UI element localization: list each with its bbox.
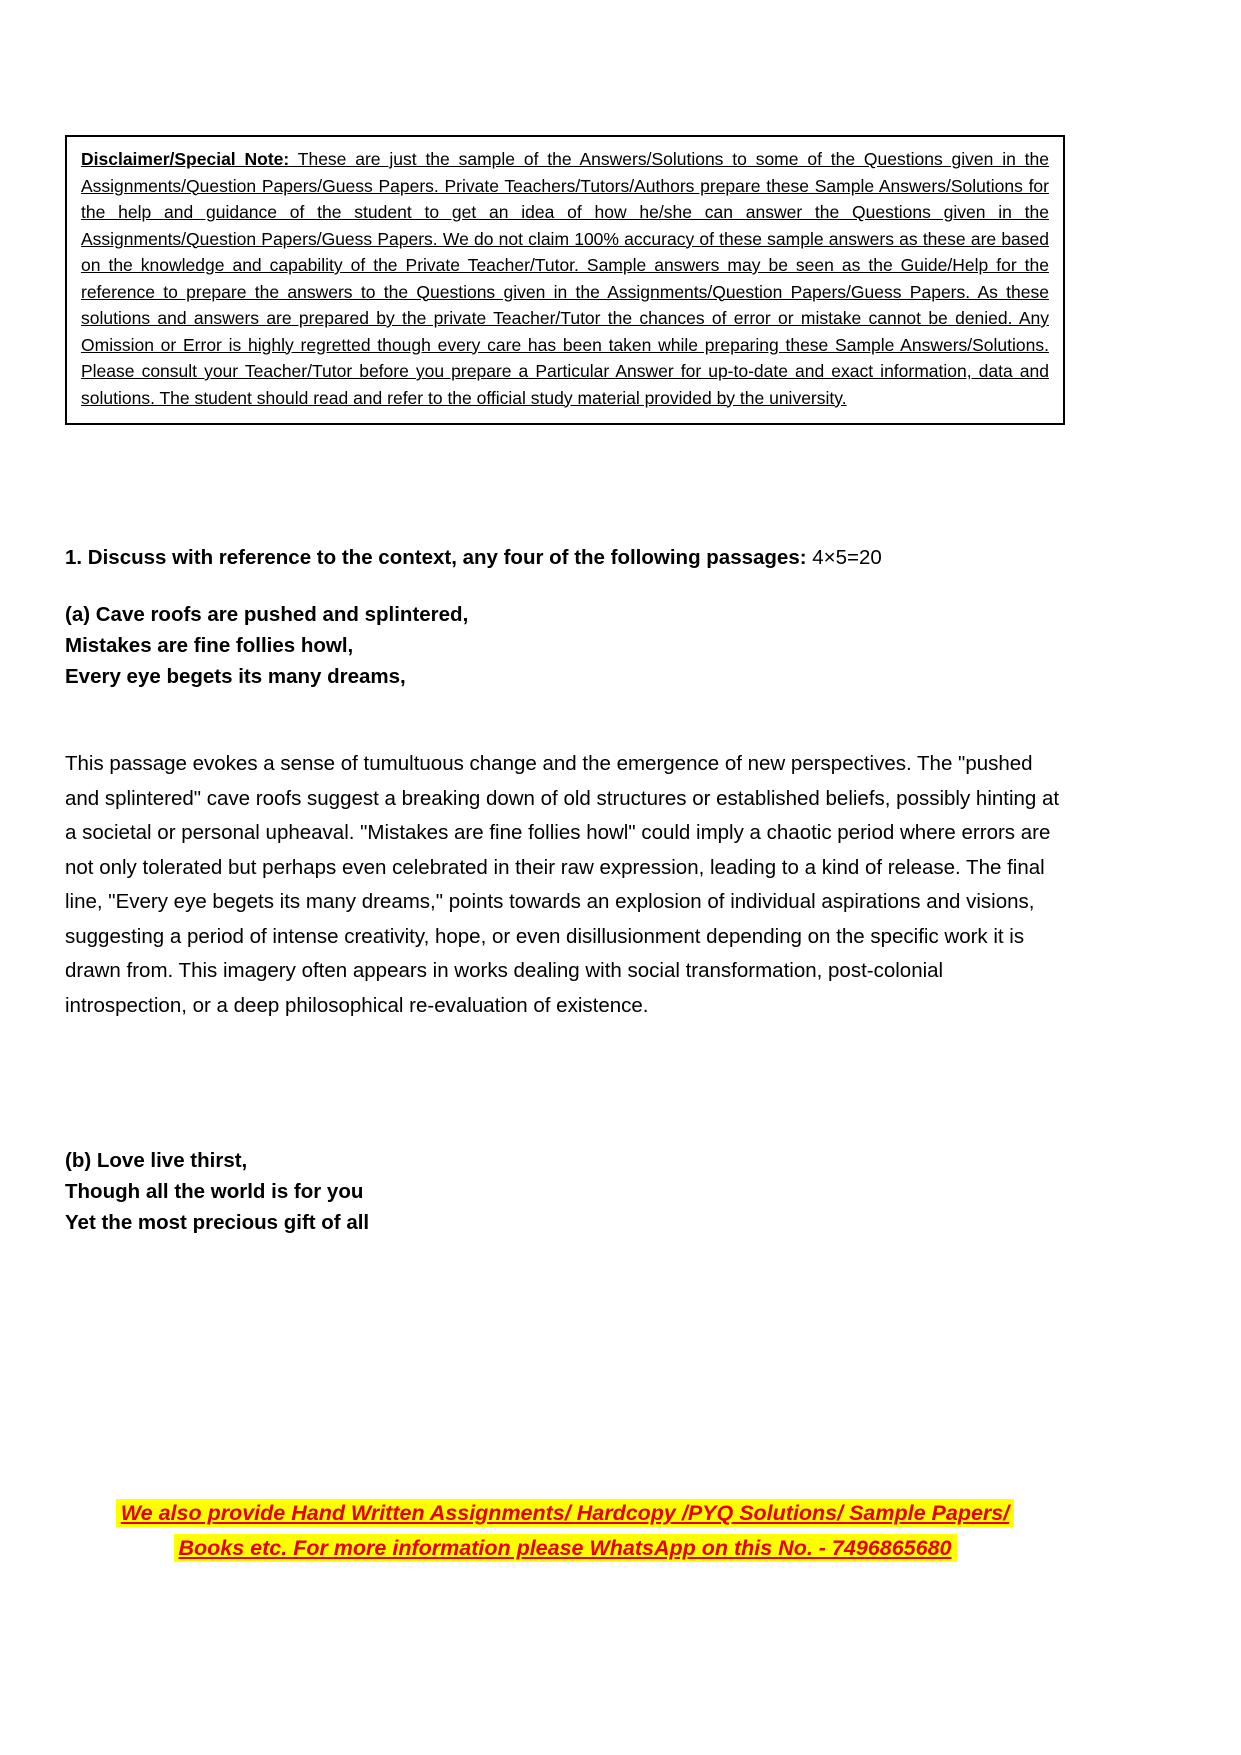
footer-banner	[65, 1497, 1065, 1567]
document-page	[65, 0, 1065, 1755]
disclaimer-body: These are just the sample of the Answers/Solutions to some of the Questions given in the Assignments/Question Papers/Guess Papers. Private Teachers/Tutors/Authors prepare these Sample Answers/Solutions for the help and guidance of the student to get an idea of how he/she can answer the Questions given in the Assignments/Question Papers/Guess Papers. We do not claim 100% accuracy of these sample answers as these are based on the knowledge and capability of the Private Teacher/Tutor. Sample answers may be seen as the Guide/Help for the reference to prepare the answers to the Questions given in the Assignments/Question Papers/Guess Papers. As these solutions and answers are prepared by the private Teacher/Tutor the chances of error or mistake cannot be denied. Any Omission or Error is highly regretted though every care has been taken while preparing these Sample Answers/Solutions. Please consult your Teacher/Tutor before you prepare a Particular Answer for up-to-date and exact information, data and solutions. The student should read and refer to the official study material provided by the university.	[81, 149, 1050, 408]
passage-b-line-3: Yet the most precious gift of all	[65, 1211, 370, 1234]
passage-a-line-2: Mistakes are fine follies howl,	[65, 634, 354, 657]
passage-b-line-2: Though all the world is for you	[65, 1180, 364, 1203]
question-1-marks: 4×5=20	[812, 546, 882, 569]
passage-a	[65, 599, 1065, 692]
answer-a-paragraph: This passage evokes a sense of tumultuous change and the emergence of new perspectives. The "pushed and splintered" cave roofs suggest a breaking down of old structures or established beliefs, possibly hinting at a societal or personal upheaval. "Mistakes are fine follies howl" could imply a chaotic period where errors are not only tolerated but perhaps even celebrated in their raw expression, leading to a kind of release. The final line, "Every eye begets its many dreams," points towards an explosion of individual aspirations and visions, suggesting a period of intense creativity, hope, or even disillusionment depending on the specific work it is drawn from. This imagery often appears in works dealing with social transformation, post-colonial introspection, or a deep philosophical re-evaluation of existence.	[65, 752, 1060, 1017]
footer-line-2: Books etc. For more information please WhatsApp on this No. - 7496865680	[174, 1534, 957, 1562]
footer-row-1	[65, 1497, 1065, 1532]
question-1-prompt: 1. Discuss with reference to the context, any four of the following passages:	[65, 546, 807, 569]
question-1-heading	[65, 543, 1065, 573]
footer-row-2	[65, 1532, 1065, 1567]
passage-b	[65, 1145, 1065, 1238]
passage-a-line-3: Every eye begets its many dreams,	[65, 665, 406, 688]
disclaimer-text	[81, 146, 1049, 411]
disclaimer-label: Disclaimer/Special Note:	[81, 149, 290, 169]
disclaimer-box	[65, 135, 1065, 425]
passage-b-line-1: (b) Love live thirst,	[65, 1149, 248, 1172]
passage-a-line-1: (a) Cave roofs are pushed and splintered,	[65, 603, 469, 626]
footer-line-1: We also provide Hand Written Assignments/ Hardcopy /PYQ Solutions/ Sample Papers/	[116, 1499, 1014, 1527]
